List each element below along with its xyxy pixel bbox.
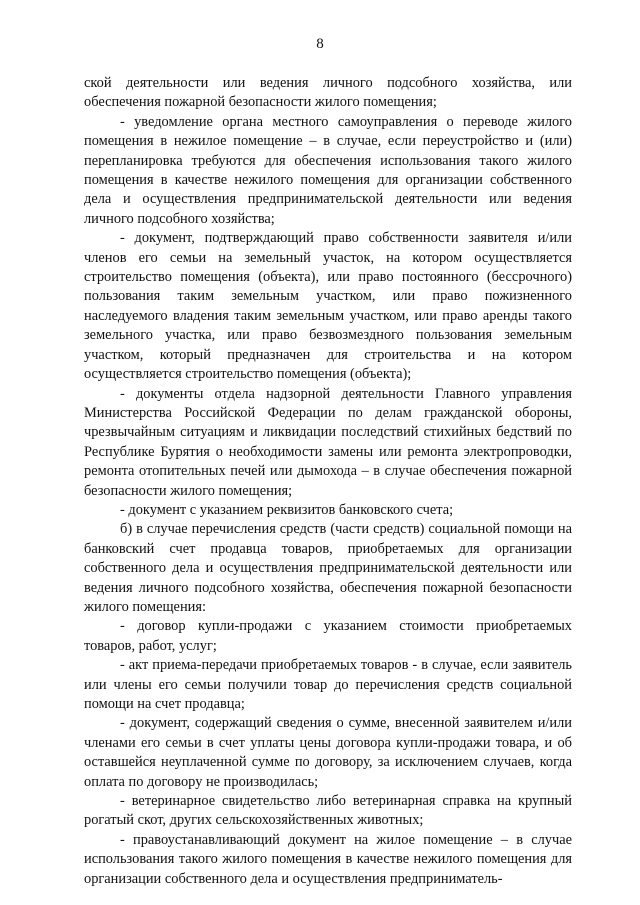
paragraph-fire-safety-documents: - документы отдела надзорной деятельности Главного управления Министерства Российской Федерации по делам гражданской обороны, чрезвычайным ситуациям и ликвидации последствий стихийных бедствий по Республике Бурятия о необходимости замены или ремонта электропроводки, ремонта отопительных печей или дымохода – в случае обеспечения пожарной безопасности жилого помещения; (84, 385, 572, 499)
document-body (84, 74, 572, 889)
paragraph-sales-contract: - договор купли-продажи с указанием стоимости приобретаемых товаров, работ, услуг; (84, 618, 572, 654)
page-number: 8 (316, 36, 324, 52)
paragraph-continuation: ской деятельности или ведения личного подсобного хозяйства, или обеспечения пожарной безопасности жилого помещения; (84, 75, 572, 111)
paragraph-bank-details: - документ с указанием реквизитов банковского счета; (120, 501, 454, 518)
paragraph-payment-info: - документ, содержащий сведения о сумме, внесенной заявителем и/или членами его семьи в счет уплаты цены договора купли-продажи товара, и об оставшейся неуплаченной сумме по договору, за исключением случаев, когда оплата по договору не производилась; (84, 715, 572, 790)
paragraph-title-document: - правоустанавливающий документ на жилое помещение – в случае использования такого жилого помещения в качестве нежилого помещения для организации собственного дела и осуществления предприниматель- (84, 831, 572, 887)
paragraph-veterinary-certificate: - ветеринарное свидетельство либо ветеринарная справка на крупный рогатый скот, других сельскохозяйственных животных; (84, 793, 572, 829)
paragraph-acceptance-act: - акт приема-передачи приобретаемых товаров - в случае, если заявитель или члены его семьи получили товар до перечисления средств социальной помощи на счет продавца; (84, 657, 572, 712)
paragraph-seller-transfer: б) в случае перечисления средств (части средств) социальной помощи на банковский счет продавца товаров, приобретаемых для организации собственного дела и осуществления предпринимательской деятельности или ведения личного подсобного хозяйства, обеспечения пожарной безопасности жилого помещения: (84, 521, 572, 615)
paragraph-notice-transfer: - уведомление органа местного самоуправления о переводе жилого помещения в нежилое помещение – в случае, если переустройство и (или) перепланировка требуются для обеспечения использования такого жилого помещения в качестве нежилого помещения для организации собственного дела и осуществления предпринимательской деятельности или ведения личного подсобного хозяйства; (84, 113, 572, 227)
paragraph-land-rights-document: - документ, подтверждающий право собственности заявителя и/или членов его семьи на земельный участок, на котором осуществляется строительство помещения (объекта), или право постоянного (бессрочного) пользования таким земельным участком, или право пожизненного наследуемого владения таким земельным участком, или право аренды такого земельного участка, или право безвозмездного пользования земельным участком, который предназначен для строительства и на котором осуществляется строительство помещения (объекта); (84, 230, 572, 383)
